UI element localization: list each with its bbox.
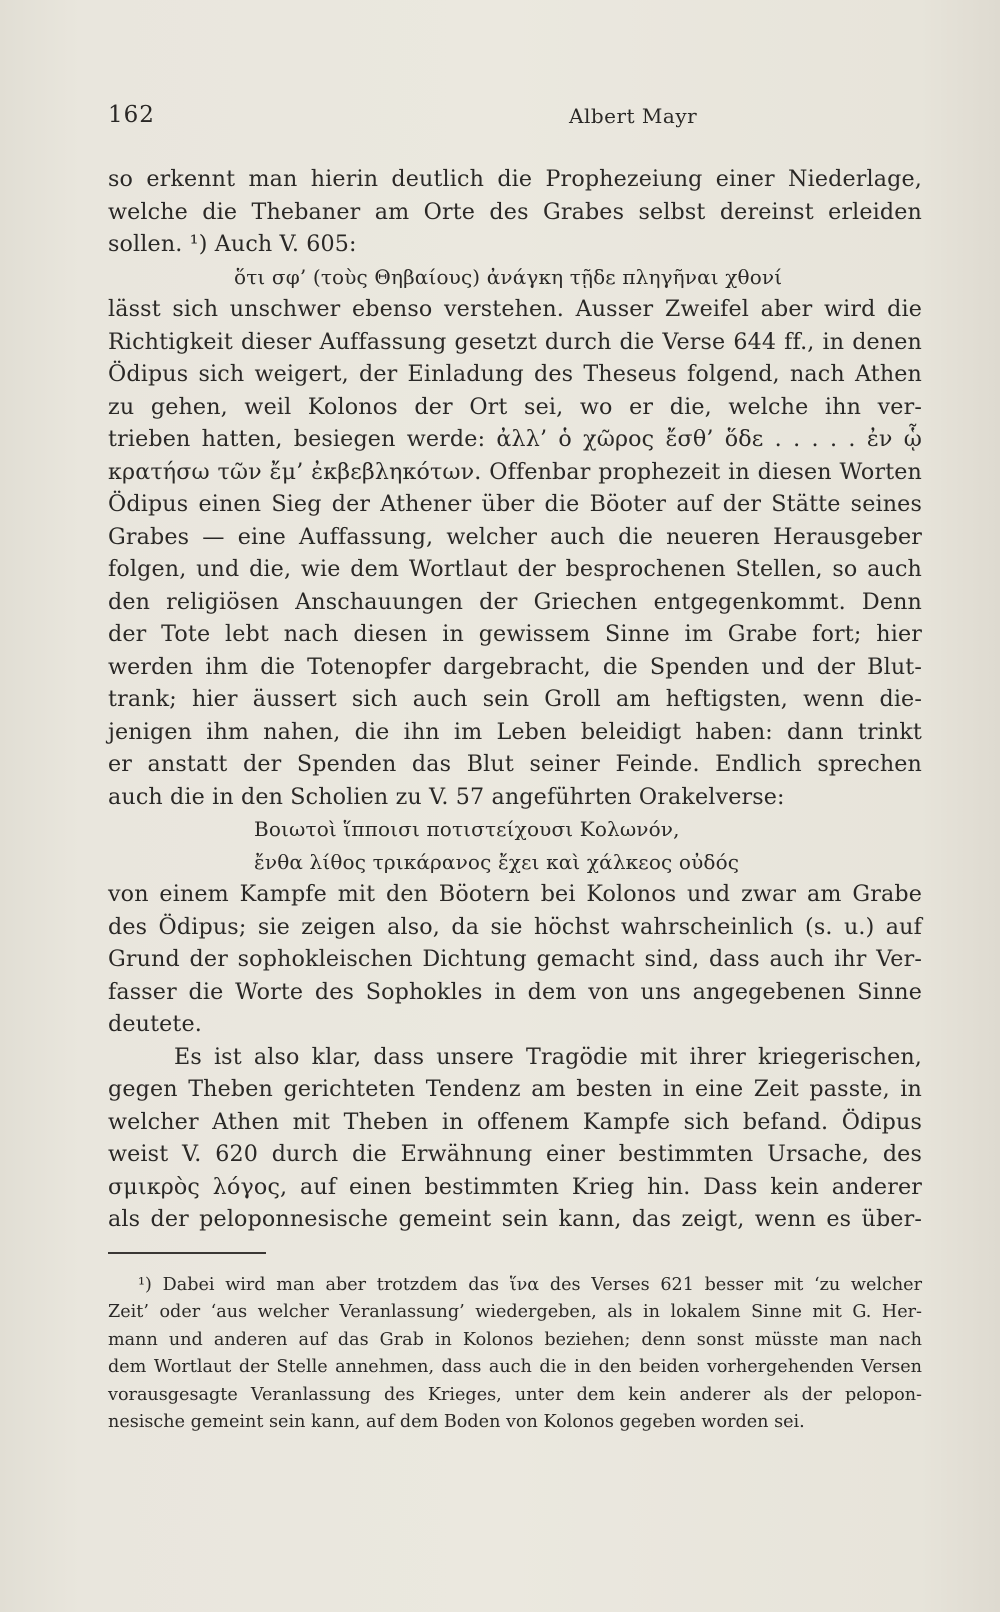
text-line: κρατήσω τῶν ἔμ’ ἐκβεβληκότων. Offenbar prophezeit in diesen Worten — [108, 458, 922, 485]
footnote-line: vorausgesagte Veranlassung des Krieges, unter dem kein anderer als der pelopon- — [108, 1384, 922, 1405]
text-line: er anstatt der Spenden das Blut seiner Feinde. Endlich sprechen — [108, 751, 922, 777]
text-line: werden ihm die Totenopfer dargebracht, die Spenden und der Blut- — [108, 653, 922, 680]
greek-verse-line: ἔνθα λίθος τρικάρανος ἔχει καὶ χάλκεος οὐδός — [254, 849, 740, 874]
text-line: Grund der sophokleischen Dichtung gemacht sind, dass auch ihr Ver- — [108, 946, 922, 972]
footnote-line: ¹) Dabei wird man aber trotzdem das ἵνα des Verses 621 besser mit ‘zu welcher — [138, 1275, 922, 1295]
footnote-line: dem Wortlaut der Stelle annehmen, dass auch die in den beiden vorhergehenden Versen — [108, 1357, 922, 1378]
text-line: Ödipus einen Sieg der Athener über die Böoter auf der Stätte seines — [108, 491, 922, 517]
text-line: trieben hatten, besiegen werde: ἀλλ’ ὁ χῶρος ἔσθ’ ὅδε . . . . . ἐν ᾧ — [108, 426, 922, 452]
footnote-line: nesische gemeint sein kann, auf dem Boden von Kolonos gegeben worden sei. — [108, 1411, 805, 1432]
text-line: jenigen ihm nahen, die ihn im Leben beleidigt haben: dann trinkt — [108, 718, 922, 745]
text-line: Richtigkeit dieser Auffassung gesetzt durch die Verse 644 ff., in denen — [108, 328, 922, 355]
footnote-line: mann und anderen auf das Grab in Kolonos beziehen; denn sonst müsste man nach — [108, 1329, 922, 1350]
text-line: den religiösen Anschauungen der Griechen entgegenkommt. Denn — [108, 588, 922, 615]
text-line: der Tote lebt nach diesen in gewissem Sinne im Grabe fort; hier — [108, 621, 922, 647]
text-line: zu gehen, weil Kolonos der Ort sei, wo er die, welche ihn ver- — [108, 393, 922, 420]
text-line: folgen, und die, wie dem Wortlaut der besprochenen Stellen, so auch — [108, 556, 922, 582]
greek-verse-line: ὅτι σφ’ (τοὺς Θηβαίους) ἀνάγκη τῇδε πληγῆναι χθονί — [234, 264, 783, 289]
text-line: σμικρὸς λόγος, auf einen bestimmten Krieg hin. Dass kein anderer — [108, 1173, 922, 1200]
text-line: des Ödipus; sie zeigen also, da sie höchst wahrscheinlich (s. u.) auf — [108, 913, 922, 940]
text-line: von einem Kampfe mit den Böotern bei Kolonos und zwar am Grabe — [108, 881, 922, 907]
page-header — [108, 102, 922, 132]
page-number: 162 — [108, 102, 155, 128]
text-line: welcher Athen mit Theben in offenem Kampfe sich befand. Ödipus — [108, 1108, 922, 1135]
greek-verse-line: Βοιωτοὶ ἵπποισι ποτιστείχουσι Κολωνόν, — [254, 817, 680, 841]
text-line: Es ist also klar, dass unsere Tragödie mit ihrer kriegerischen, — [174, 1043, 922, 1070]
text-line: als der peloponnesische gemeint sein kann, das zeigt, wenn es über- — [108, 1206, 922, 1232]
text-line: fasser die Worte des Sophokles in dem von uns angegebenen Sinne — [108, 978, 922, 1005]
text-line: so erkennt man hierin deutlich die Prophezeiung einer Niederlage, — [108, 166, 922, 192]
text-line: Grabes — eine Auffassung, welcher auch die neueren Herausgeber — [108, 523, 922, 550]
text-line: gegen Theben gerichteten Tendenz am besten in eine Zeit passte, in — [108, 1076, 922, 1102]
text-line: deutete. — [108, 1011, 202, 1037]
running-head: Albert Mayr — [569, 104, 698, 128]
text-line: weist V. 620 durch die Erwähnung einer bestimmten Ursache, des — [108, 1141, 922, 1167]
footnote — [108, 1272, 922, 1436]
main-text — [108, 163, 922, 1236]
text-line: sollen. ¹) Auch V. 605: — [108, 231, 357, 257]
text-line: welche die Thebaner am Orte des Grabes selbst dereinst erleiden — [108, 198, 922, 225]
text-line: trank; hier äussert sich auch sein Groll am heftigsten, wenn die- — [108, 686, 922, 712]
footnote-line: Zeit’ oder ‘aus welcher Veranlassung’ wiedergeben, als in lokalem Sinne mit G. Her- — [108, 1302, 922, 1323]
text-line: Ödipus sich weigert, der Einladung des Theseus folgend, nach Athen — [108, 361, 922, 387]
footnote-rule — [108, 1252, 266, 1254]
text-line: auch die in den Scholien zu V. 57 angeführten Orakelverse: — [108, 783, 785, 810]
text-line: lässt sich unschwer ebenso verstehen. Ausser Zweifel aber wird die — [108, 296, 922, 322]
